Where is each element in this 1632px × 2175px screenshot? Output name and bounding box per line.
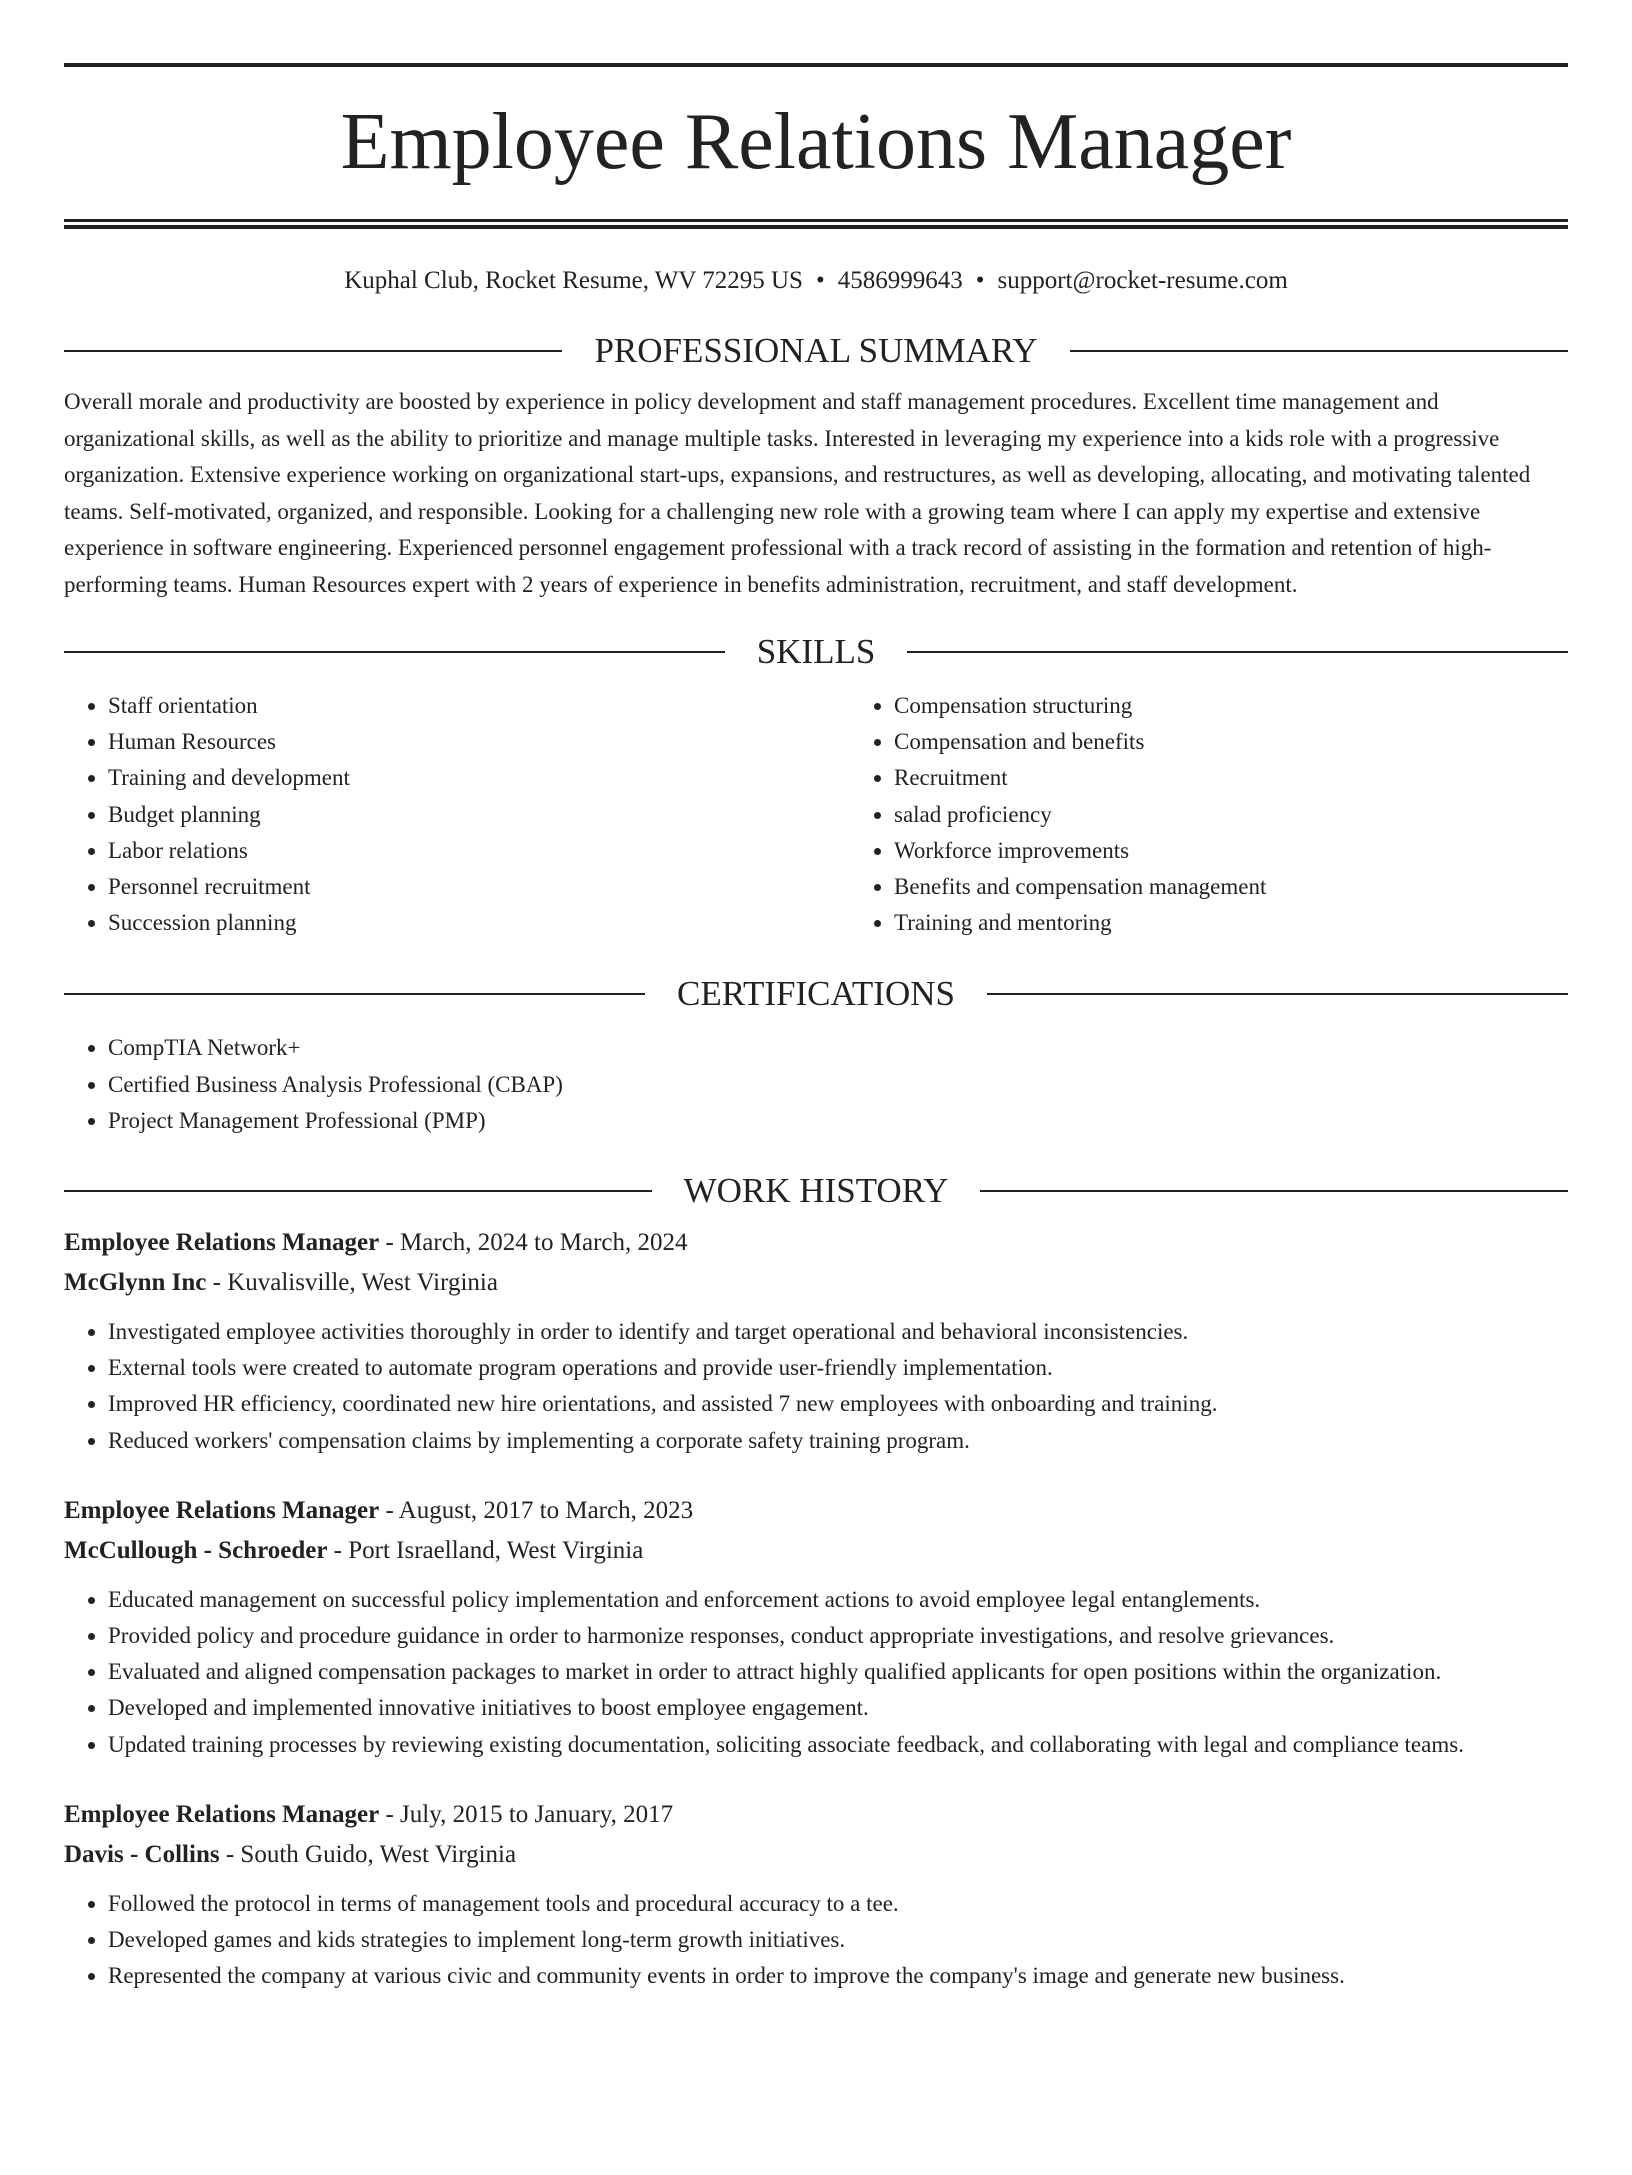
skill-item: • Labor relations — [108, 833, 850, 869]
heading-rule-left — [64, 1190, 652, 1192]
job-location: - Kuvalisville, West Virginia — [206, 1269, 498, 1297]
job-bullet: • Investigated employee activities thoroughly in order to identify and target operational and behavioral inconsistencies. — [108, 1314, 1568, 1350]
skill-item: • Personnel recruitment — [108, 869, 850, 905]
certification-item: • CompTIA Network+ — [108, 1030, 1568, 1066]
heading-rule-right — [907, 651, 1568, 653]
skill-item: • salad proficiency — [894, 797, 1632, 833]
job-bullets — [64, 1582, 1568, 1763]
job-bullet: • Improved HR efficiency, coordinated new hire orientations, and assisted 7 new employees with onboarding and training. — [108, 1386, 1568, 1422]
skill-item: • Workforce improvements — [894, 833, 1632, 869]
certifications-heading-label: CERTIFICATIONS — [677, 974, 955, 1014]
summary-text: Overall morale and productivity are boosted by experience in policy development and staff management procedures. Excellent time management and organizational skills, as well as the ability to prioritize and manage multiple tasks. Interested in leveraging my experience into a kids role with a progressive organization. Extensive experience working on organizational start-ups, expansions, and restructures, as well as developing, allocating, and motivating talented teams. Self-motivated, organized, and responsible. Looking for a challenging new role with a growing team where I can apply my expertise and extensive experience in software engineering. Experienced personnel engagement professional with a track record of assisting in the formation and retention of high-performing teams. Human Resources expert with 2 years of experience in benefits administration, recruitment, and staff development. — [64, 389, 1531, 597]
job-bullet: • Updated training processes by reviewing existing documentation, soliciting associate feedback, and collaborating with legal and compliance teams. — [108, 1727, 1568, 1763]
job-entry — [64, 1795, 1568, 1995]
job-bullet: • Educated management on successful policy implementation and enforcement actions to avoid employee legal entanglements. — [108, 1582, 1568, 1618]
skill-item: • Compensation and benefits — [894, 724, 1632, 760]
job-dates: - August, 2017 to March, 2023 — [379, 1496, 694, 1524]
skill-item: • Human Resources — [108, 724, 850, 760]
job-bullet: • Developed and implemented innovative initiatives to boost employee engagement. — [108, 1690, 1568, 1726]
job-company-line — [64, 1531, 1568, 1571]
certification-item: • Certified Business Analysis Professional (CBAP) — [108, 1067, 1568, 1103]
skills-list-right — [850, 688, 1632, 941]
job-bullets — [64, 1886, 1568, 1995]
job-entry — [64, 1491, 1568, 1763]
job-company-line — [64, 1263, 1568, 1303]
job-bullet: • Provided policy and procedure guidance in order to harmonize responses, conduct appropriate investigations, and resolve grievances. — [108, 1618, 1568, 1654]
work-history-heading-label: WORK HISTORY — [683, 1171, 949, 1211]
job-company: McCullough - Schroeder — [64, 1536, 328, 1564]
job-title-line — [64, 1795, 1568, 1835]
heading-rule-left — [64, 350, 562, 352]
heading-rule-left — [64, 993, 645, 995]
job-title-line — [64, 1223, 1568, 1263]
skill-item: • Budget planning — [108, 797, 850, 833]
job-bullet: • Evaluated and aligned compensation packages to market in order to attract highly qualified applicants for open positions within the organization. — [108, 1654, 1568, 1690]
heading-rule-left — [64, 651, 725, 653]
skills-heading-label: SKILLS — [756, 632, 876, 671]
job-location: - Port Israelland, West Virginia — [327, 1536, 644, 1564]
job-company: Davis - Collins — [64, 1840, 220, 1868]
contact-phone: 4586999643 — [837, 267, 963, 294]
contact-separator: • — [815, 267, 825, 294]
job-title-line — [64, 1491, 1568, 1531]
job-bullet: • Represented the company at various civic and community events in order to improve the company's image and generate new business. — [108, 1958, 1568, 1994]
job-entry — [64, 1223, 1568, 1459]
summary-heading — [64, 333, 1568, 368]
heading-rule-right — [1070, 350, 1568, 352]
job-bullet: • Developed games and kids strategies to implement long-term growth initiatives. — [108, 1922, 1568, 1958]
skill-item: • Staff orientation — [108, 688, 850, 724]
job-bullets — [64, 1314, 1568, 1459]
skills-heading — [64, 634, 1568, 669]
skill-item: • Training and development — [108, 760, 850, 796]
skill-item: • Recruitment — [894, 760, 1632, 796]
contact-address: Kuphal Club, Rocket Resume, WV 72295 US — [344, 267, 803, 294]
skill-item: • Training and mentoring — [894, 905, 1632, 941]
skills-list-left — [64, 688, 850, 941]
summary-heading-label: PROFESSIONAL SUMMARY — [594, 331, 1038, 370]
title-double-rule — [64, 219, 1568, 229]
skill-item: • Compensation structuring — [894, 688, 1632, 724]
certification-item: • Project Management Professional (PMP) — [108, 1103, 1568, 1139]
job-bullet: • External tools were created to automate program operations and provide user-friendly implementation. — [108, 1350, 1568, 1386]
heading-rule-right — [980, 1190, 1568, 1192]
document-title: Employee Relations Manager — [340, 98, 1292, 186]
job-dates: - March, 2024 to March, 2024 — [379, 1229, 688, 1257]
skills-grid — [64, 688, 1568, 941]
heading-rule-right — [987, 993, 1568, 995]
certifications-heading — [64, 974, 1568, 1014]
certifications-list — [64, 1030, 1568, 1139]
job-title: Employee Relations Manager — [64, 1496, 380, 1524]
work-history-heading — [64, 1171, 1568, 1211]
job-title: Employee Relations Manager — [64, 1800, 380, 1828]
skill-item: • Succession planning — [108, 905, 850, 941]
job-bullet: • Reduced workers' compensation claims by implementing a corporate safety training program. — [108, 1423, 1568, 1459]
contact-separator: • — [975, 267, 985, 294]
contact-line — [64, 265, 1568, 297]
job-company: McGlynn Inc — [64, 1269, 207, 1297]
top-rule — [64, 63, 1568, 67]
job-dates: - July, 2015 to January, 2017 — [379, 1800, 674, 1828]
resume-page — [0, 63, 1632, 2175]
contact-email: support@rocket-resume.com — [997, 267, 1288, 294]
skill-item: • Benefits and compensation management — [894, 869, 1632, 905]
job-location: - South Guido, West Virginia — [219, 1840, 517, 1868]
job-bullet: • Followed the protocol in terms of management tools and procedural accuracy to a tee. — [108, 1886, 1568, 1922]
job-company-line — [64, 1835, 1568, 1875]
job-title: Employee Relations Manager — [64, 1229, 380, 1257]
